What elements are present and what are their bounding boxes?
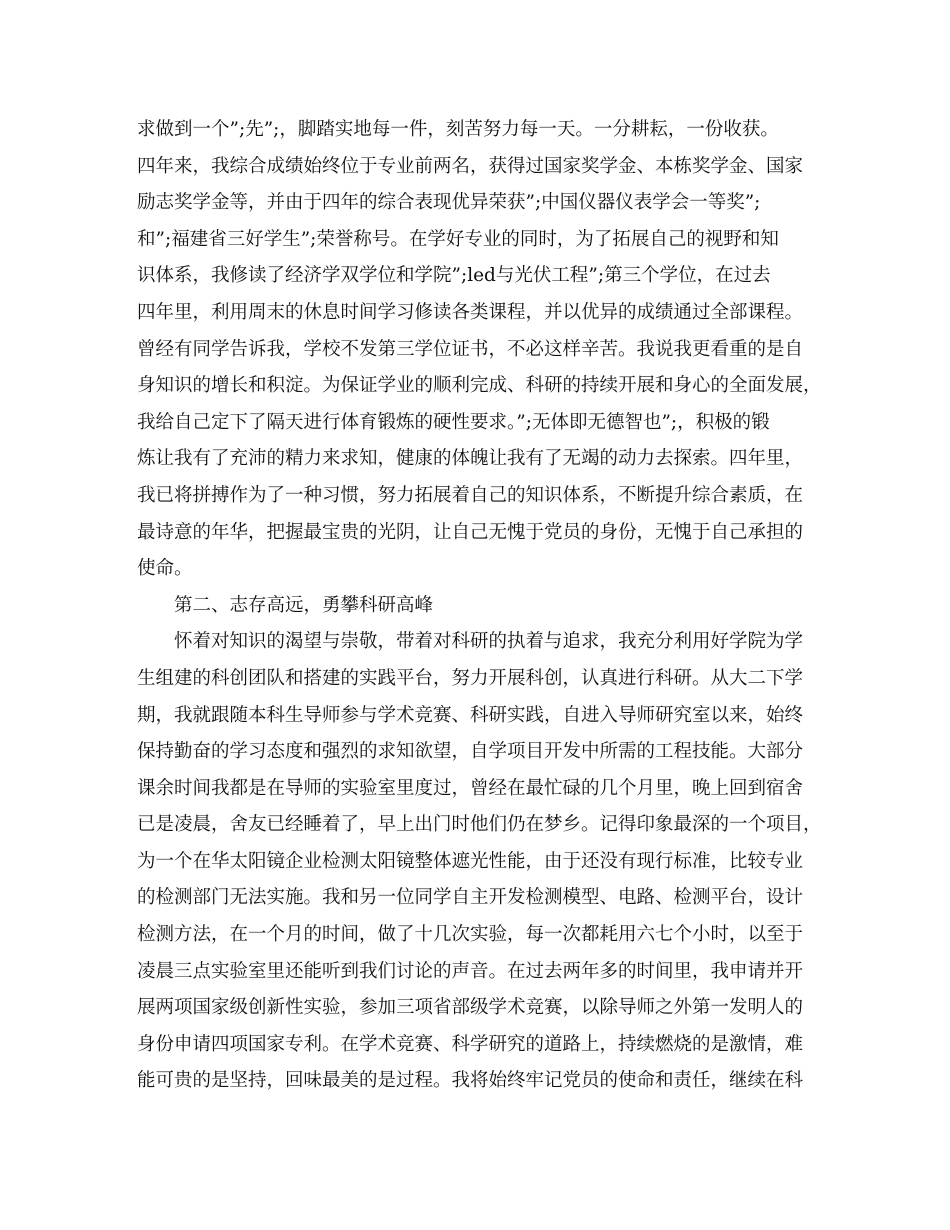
body-line: 生组建的科创团队和搭建的实践平台，努力开展科创，认真进行科研。从大二下学 [137,667,804,689]
body-line: 和”;福建省三好学生”;荣誉称号。在学好专业的同时，为了拓展自己的视野和知 [137,228,779,250]
body-line: 身知识的增长和积淀。为保证学业的顺利完成、科研的持续开展和身心的全面发展， [137,375,822,397]
body-line: 四年来，我综合成绩始终位于专业前两名，获得过国家奖学金、本栋奖学金、国家 [137,155,804,177]
body-line: 的检测部门无法实施。我和另一位同学自主开发检测模型、电路、检测平台，设计 [137,887,804,909]
body-line: 我给自己定下了隔天进行体育锻炼的硬性要求。”;无体即无德智也”;，积极的锻 [137,411,770,433]
body-line: 曾经有同学告诉我，学校不发第三学位证书，不必这样辛苦。我说我更看重的是自 [137,338,804,360]
body-line: 能可贵的是坚持，回味最美的是过程。我将始终牢记党员的使命和责任，继续在科 [137,1070,804,1092]
body-line: 展两项国家级创新性实验，参加三项省部级学术竞赛，以除导师之外第一发明人的 [137,997,804,1019]
body-line: 怀着对知识的渴望与崇敬，带着对科研的执着与追求，我充分利用好学院为学 [174,631,804,653]
body-line: 已是凌晨，舍友已经睡着了，早上出门时他们仍在梦乡。记得印象最深的一个项目， [137,814,822,836]
body-line: 炼让我有了充沛的精力来求知，健康的体魄让我有了无竭的动力去探索。四年里， [137,448,804,470]
section-heading: 第二、志存高远，勇攀科研高峰 [174,594,434,616]
body-line: 四年里，利用周末的休息时间学习修读各类课程，并以优异的成绩通过全部课程。 [137,301,804,323]
body-line: 识体系，我修读了经济学双学位和学院”;led与光伏工程”;第三个学位，在过去 [137,265,771,287]
document-body [137,112,827,1100]
body-line: 检测方法，在一个月的时间，做了十几次实验，每一次都耗用六七个小时，以至于 [137,924,804,946]
body-line: 身份申请四项国家专利。在学术竞赛、科学研究的道路上，持续燃烧的是激情，难 [137,1033,804,1055]
body-line: 保持勤奋的学习态度和强烈的求知欲望，自学项目开发中所需的工程技能。大部分 [137,741,804,763]
body-line: 为一个在华太阳镜企业检测太阳镜整体遮光性能，由于还没有现行标准，比较专业 [137,850,804,872]
body-line: 最诗意的年华，把握最宝贵的光阴，让自己无愧于党员的身份，无愧于自己承担的 [137,521,804,543]
body-line: 求做到一个”;先”;，脚踏实地每一件，刻苦努力每一天。一分耕耘，一份收获。 [137,119,779,140]
body-line: 我已将拼搏作为了一种习惯，努力拓展着自己的知识体系，不断提升综合素质，在 [137,484,804,506]
body-line: 凌晨三点实验室里还能听到我们讨论的声音。在过去两年多的时间里，我申请并开 [137,960,804,982]
body-line: 使命。 [137,558,193,580]
body-line: 期，我就跟随本科生导师参与学术竞赛、科研实践，自进入导师研究室以来，始终 [137,704,804,726]
body-line: 课余时间我都是在导师的实验室里度过，曾经在最忙碌的几个月里，晚上回到宿舍 [137,777,804,799]
body-line: 励志奖学金等，并由于四年的综合表现优异荣获”;中国仪器仪表学会一等奖”; [137,192,761,214]
